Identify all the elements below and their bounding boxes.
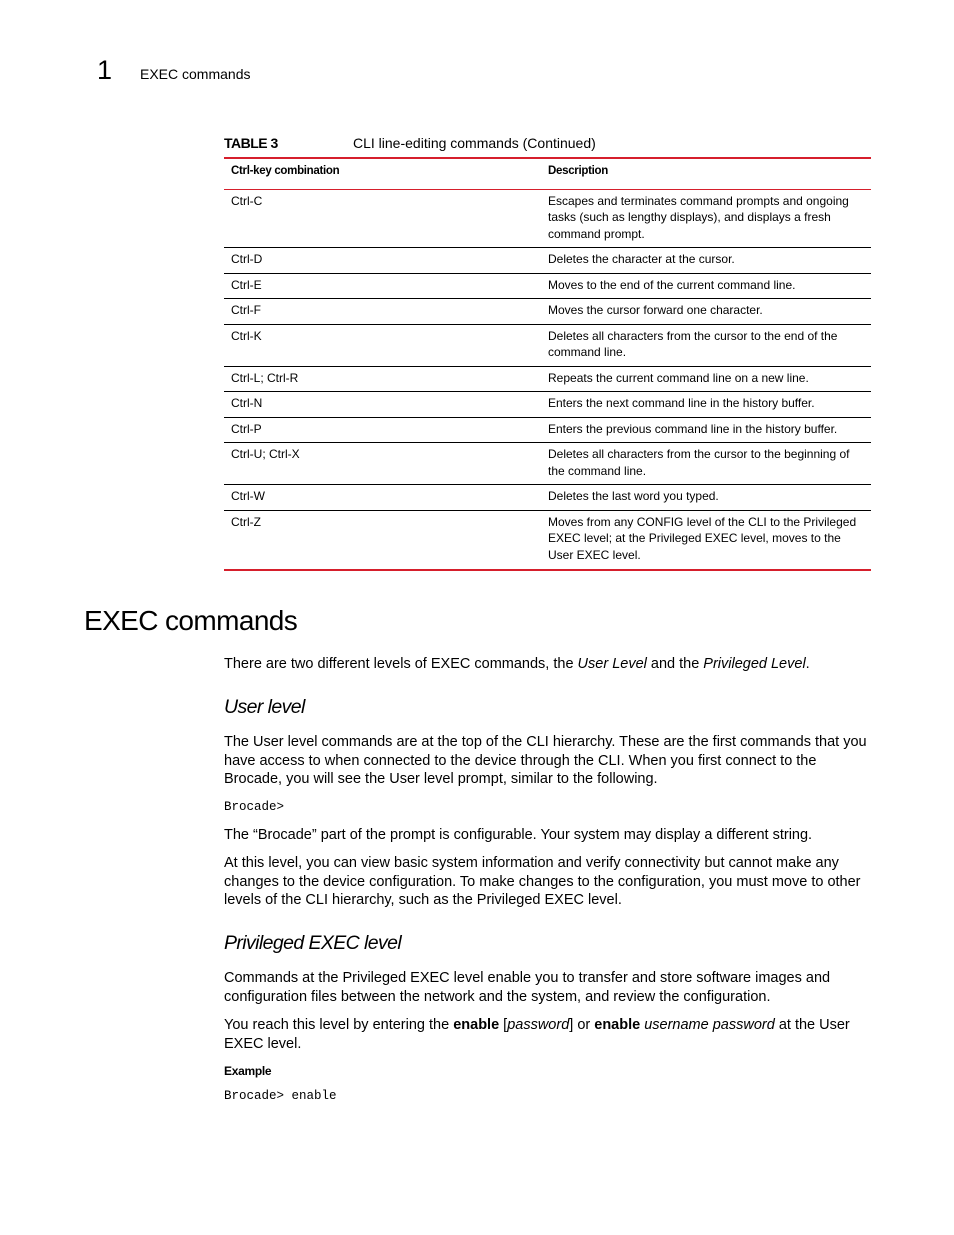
key-cell: Ctrl-C xyxy=(224,189,535,248)
description-cell: Moves to the end of the current command line. xyxy=(535,273,871,299)
running-header-title: EXEC commands xyxy=(140,66,251,82)
table-row xyxy=(224,443,871,485)
table-row xyxy=(224,189,871,248)
user-level-paragraph: The User level commands are at the top of the CLI hierarchy. These are the first commands that you have access to when connected to the device through the CLI. When you first connect to the Brocade, you will see the User level prompt, similar to the following. xyxy=(224,734,867,787)
key-cell: Ctrl-U; Ctrl-X xyxy=(224,443,535,485)
table-row xyxy=(224,392,871,418)
key-cell: Ctrl-N xyxy=(224,392,535,418)
reach-text: You reach this level by entering the xyxy=(224,1017,454,1033)
password-argument: password xyxy=(507,1017,570,1033)
description-cell: Enters the next command line in the history buffer. xyxy=(535,392,871,418)
key-cell: Ctrl-W xyxy=(224,485,535,511)
key-cell: Ctrl-P xyxy=(224,417,535,443)
user-level-term: User Level xyxy=(577,656,647,672)
table-label: TABLE 3 xyxy=(224,135,278,151)
column-header-description: Description xyxy=(535,158,871,189)
intro-text: and the xyxy=(646,656,704,672)
table-title: CLI line-editing commands (Continued) xyxy=(353,135,596,151)
enable-command: enable xyxy=(453,1017,500,1033)
description-cell: Escapes and terminates command prompts and ongoing tasks (such as lengthy displays), and displays a fresh command prompt. xyxy=(535,189,871,248)
description-cell: Repeats the current command line on a new line. xyxy=(535,366,871,392)
table-row xyxy=(224,366,871,392)
key-cell: Ctrl-D xyxy=(224,248,535,274)
user-prompt-code: Brocade> xyxy=(224,800,285,814)
description-cell: Moves the cursor forward one character. xyxy=(535,299,871,325)
description-cell: Deletes the last word you typed. xyxy=(535,485,871,511)
prompt-note-paragraph: The “Brocade” part of the prompt is configurable. Your system may display a different string. xyxy=(224,827,813,843)
table-header-row xyxy=(224,158,871,189)
reach-text: ] or xyxy=(569,1017,595,1033)
privileged-exec-heading: Privileged EXEC level xyxy=(224,932,402,954)
description-cell: Moves from any CONFIG level of the CLI to the Privileged EXEC level; at the Privileged EXEC level, moves to the User EXEC level. xyxy=(535,510,871,570)
intro-text: . xyxy=(805,656,810,672)
chapter-number: 1 xyxy=(97,55,113,85)
key-cell: Ctrl-K xyxy=(224,324,535,366)
table-row xyxy=(224,248,871,274)
cli-line-editing-table xyxy=(224,157,871,571)
description-cell: Enters the previous command line in the history buffer. xyxy=(535,417,871,443)
table-row xyxy=(224,299,871,325)
description-cell: Deletes all characters from the cursor to the end of the command line. xyxy=(535,324,871,366)
key-cell: Ctrl-E xyxy=(224,273,535,299)
key-cell: Ctrl-L; Ctrl-R xyxy=(224,366,535,392)
reach-text: at the User EXEC level. xyxy=(224,1017,850,1052)
table-row xyxy=(224,417,871,443)
privileged-paragraph: Commands at the Privileged EXEC level enable you to transfer and store software images and configuration files between the network and the system, and review the configuration. xyxy=(224,970,831,1005)
table-row xyxy=(224,510,871,570)
username-password-argument: username password xyxy=(644,1017,775,1033)
privileged-level-term: Privileged Level xyxy=(703,656,806,672)
enable-command: enable xyxy=(594,1017,641,1033)
section-title: EXEC commands xyxy=(84,605,298,636)
reach-text: [ xyxy=(499,1017,508,1033)
table-row xyxy=(224,273,871,299)
key-cell: Ctrl-Z xyxy=(224,510,535,570)
example-label: Example xyxy=(224,1064,272,1078)
column-header-ctrl-key: Ctrl-key combination xyxy=(224,158,535,189)
description-cell: Deletes all characters from the cursor to the beginning of the command line. xyxy=(535,443,871,485)
intro-text: There are two different levels of EXEC commands, the xyxy=(224,656,578,672)
key-cell: Ctrl-F xyxy=(224,299,535,325)
user-level-heading: User level xyxy=(224,696,305,718)
table-caption xyxy=(224,135,871,157)
example-code: Brocade> enable xyxy=(224,1089,337,1103)
intro-paragraph xyxy=(224,655,869,674)
table-row xyxy=(224,485,871,511)
reach-level-paragraph xyxy=(224,1016,869,1053)
user-level-capabilities-paragraph: At this level, you can view basic system information and verify connectivity but cannot make any changes to the device configuration. To make changes to the configuration, you must move to other levels of the CLI hierarchy, such as the Privileged EXEC level. xyxy=(224,855,861,908)
description-cell: Deletes the character at the cursor. xyxy=(535,248,871,274)
table-row xyxy=(224,324,871,366)
